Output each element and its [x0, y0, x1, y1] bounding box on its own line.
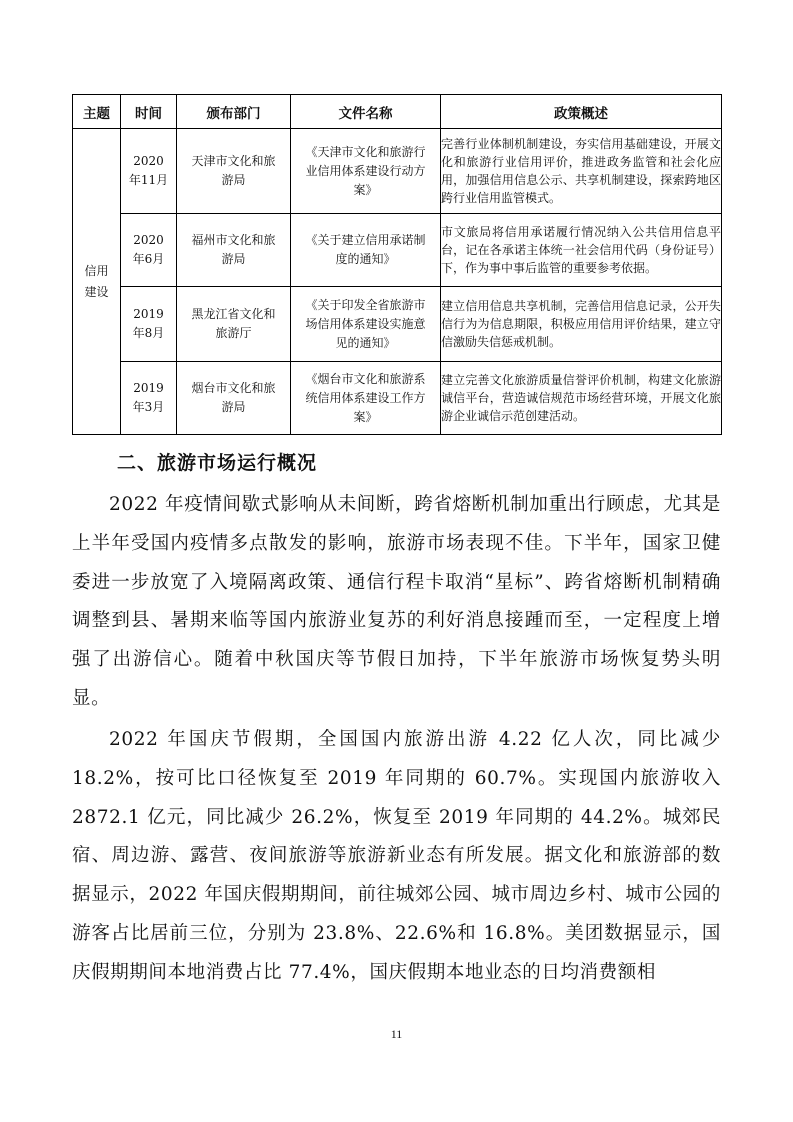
document-cell: 《关于建立信用承诺制度的通知》	[291, 214, 441, 287]
table-row	[73, 362, 722, 435]
document-cell: 《天津市文化和旅游行业信用体系建设行动方案》	[291, 129, 441, 214]
table-row	[73, 214, 722, 287]
summary-cell: 完善行业体制机制建设，夯实信用基础建设，开展文化和旅游行业信用评价，推进政务监管和社会化应用，加强信用信息公示、共享机制建设，探索跨地区跨行业信用监管模式。	[441, 129, 722, 214]
theme-cell	[73, 129, 121, 435]
table-row	[73, 129, 722, 214]
time-cell: 2020年11月	[121, 129, 177, 214]
table-header-row	[73, 95, 722, 129]
policy-table	[72, 94, 722, 435]
department-cell: 天津市文化和旅游局	[177, 129, 291, 214]
body-paragraph: 2022 年国庆节假期，全国国内旅游出游 4.22 亿人次，同比减少 18.2%，按可比口径恢复至 2019 年同期的 60.7%。实现国内旅游收入 2872.1 亿元，同比减少 26.2%，恢复至 2019 年同期的 44.2%。城郊民宿、周边游、露营、夜间旅游等旅游新业态有所发展。据文化和旅游部的数据显示，2022 年国庆假期期间，前往城郊公园、城市周边乡村、城市公园的游客占比居前三位，分别为 23.8%、22.6%和 16.8%。美团数据显示，国庆假期期间本地消费占比 77.4%，国庆假期本地业态的日均消费额相	[72, 729, 721, 983]
page-number: 11	[390, 1027, 403, 1041]
department-cell: 烟台市文化和旅游局	[177, 362, 291, 435]
document-cell: 《关于印发全省旅游市场信用体系建设实施意见的通知》	[291, 287, 441, 362]
summary-cell: 市文旅局将信用承诺履行情况纳入公共信用信息平台，记在各承诺主体统一社会信用代码（身份证号）下，作为事中事后监管的重要参考依据。	[441, 214, 722, 287]
summary-cell: 建立完善文化旅游质量信誉评价机制，构建文化旅游诚信平台，营造诚信规范市场经营环境，开展文化旅游企业诚信示范创建活动。	[441, 362, 722, 435]
summary-cell: 建立信用信息共享机制，完善信用信息记录，公开失信行为为信息期限，积极应用信用评价结果，建立守信激励失信惩戒机制。	[441, 287, 722, 362]
header-department: 颁布部门	[177, 95, 291, 129]
table-row	[73, 287, 722, 362]
body-paragraph: 2022 年疫情间歇式影响从未间断，跨省熔断机制加重出行顾虑，尤其是上半年受国内疫情多点散发的影响，旅游市场表现不佳。下半年，国家卫健委进一步放宽了入境隔离政策、通信行程卡取消“星标”、跨省熔断机制精确调整到县、暑期来临等国内旅游业复苏的利好消息接踵而至，一定程度上增强了出游信心。随着中秋国庆等节假日加持，下半年旅游市场恢复势头明显。	[72, 494, 721, 709]
time-cell: 2020年6月	[121, 214, 177, 287]
header-policy-summary: 政策概述	[441, 95, 722, 129]
header-theme: 主题	[73, 95, 121, 129]
department-cell: 福州市文化和旅游局	[177, 214, 291, 287]
time-cell: 2019年3月	[121, 362, 177, 435]
header-document-name: 文件名称	[291, 95, 441, 129]
theme-label: 信用建设	[84, 263, 109, 299]
time-cell: 2019年8月	[121, 287, 177, 362]
section-heading: 二、旅游市场运行概况	[117, 452, 318, 474]
header-time: 时间	[121, 95, 177, 129]
document-cell: 《烟台市文化和旅游系统信用体系建设工作方案》	[291, 362, 441, 435]
department-cell: 黑龙江省文化和旅游厅	[177, 287, 291, 362]
